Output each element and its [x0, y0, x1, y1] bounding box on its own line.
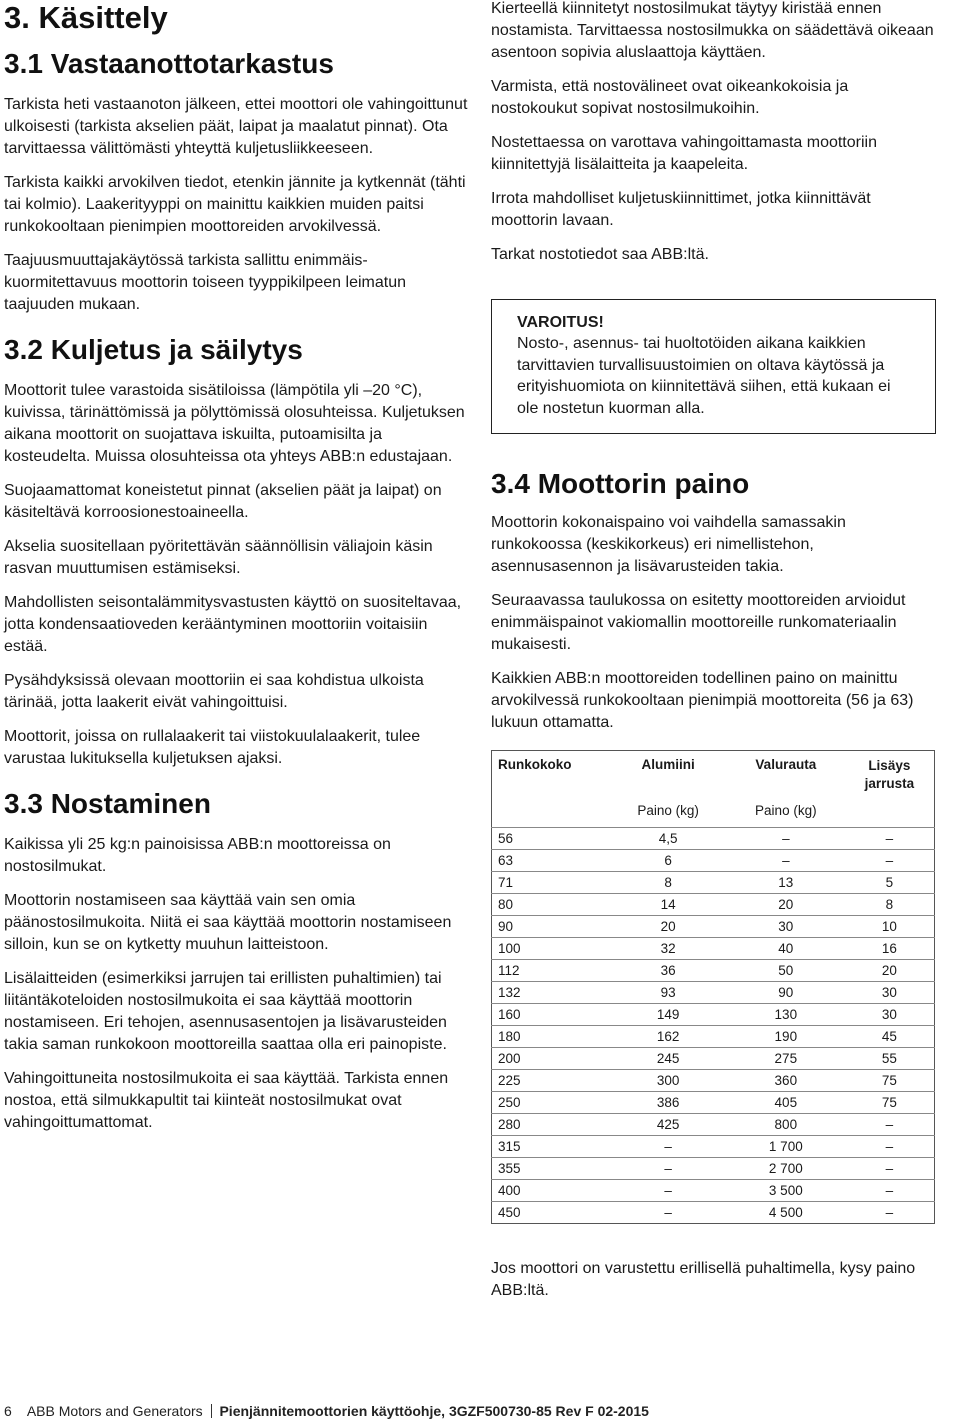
table-cell: 16	[845, 938, 935, 960]
table-row	[492, 1048, 935, 1070]
table-cell: –	[845, 1202, 935, 1224]
table-subheader: Paino (kg)	[637, 802, 699, 818]
table-cell: 225	[492, 1070, 610, 1092]
table-cell: 40	[727, 938, 845, 960]
weight-table	[491, 750, 935, 1224]
table-cell: 90	[492, 916, 610, 938]
table-cell: 8	[845, 894, 935, 916]
table-cell: –	[609, 1180, 727, 1202]
table-cell: 8	[609, 872, 727, 894]
table-cell: 90	[727, 982, 845, 1004]
table-cell: 112	[492, 960, 610, 982]
table-row	[492, 1070, 935, 1092]
paragraph: Moottorit, joissa on rullalaakerit tai viistokuulalaakerit, tulee varustaa lukituksella kuljetuksen ajaksi.	[4, 728, 421, 767]
table-cell: 5	[845, 872, 935, 894]
table-cell: 4,5	[609, 828, 727, 850]
paragraph: Moottorit tulee varastoida sisätiloissa (lämpötila yli –20 °C), kuivissa, tärinättömissä ja pölyttömissä olosuhteissa. Kuljetuksen aikana moottorit on suojattava iskuilta, putoamisilta ja kosteudelta. Muissa olosuhteissa ota yhteys ABB:n edustajaan.	[4, 382, 465, 465]
table-cell: 30	[845, 982, 935, 1004]
table-header: Lisäys jarrusta	[864, 758, 915, 791]
table-cell: 80	[492, 894, 610, 916]
table-cell: 71	[492, 872, 610, 894]
paragraph: Moottorin nostamiseen saa käyttää vain sen omia päänostosilmukoita. Niitä ei saa käyttää moottorin nostamiseen silloin, kun se on kytketty muuhun laitteistoon.	[4, 892, 452, 953]
table-cell: –	[845, 1180, 935, 1202]
table-cell: 160	[492, 1004, 610, 1026]
table-cell: 45	[845, 1026, 935, 1048]
table-cell: –	[845, 850, 935, 872]
table-cell: 400	[492, 1180, 610, 1202]
table-row	[492, 872, 935, 894]
table-cell: 14	[609, 894, 727, 916]
paragraph: Akselia suositellaan pyöritettävän säännöllisin väliajoin käsin rasvan muuttumisen estämiseksi.	[4, 538, 433, 577]
table-cell: 132	[492, 982, 610, 1004]
table-cell: 50	[727, 960, 845, 982]
table-cell: 315	[492, 1136, 610, 1158]
paragraph: Tarkista heti vastaanoton jälkeen, ettei moottori ole vahingoittunut ulkoisesti (tarkista akselien päät, laipat ja maalatut pinnat). Ota tarvittaessa välittömästi yhteyttä kuljetusliikkeeseen.	[4, 96, 468, 157]
table-row	[492, 938, 935, 960]
paragraph: Lisälaitteiden (esimerkiksi jarrujen tai erillisten puhaltimien) tai liitäntäkoteloiden nostosilmukoita ei saa käyttää moottorin nostamiseen. Eri tehojen, asennusasentojen ja lisävarusteiden takia saman runkokoon moottoreilla saattaa olla eri painopiste.	[4, 970, 447, 1053]
table-cell: 75	[845, 1070, 935, 1092]
footer-company: ABB Motors and Generators	[26, 1403, 203, 1419]
table-cell: 250	[492, 1092, 610, 1114]
table-cell: 200	[492, 1048, 610, 1070]
table-cell: 1 700	[727, 1136, 845, 1158]
table-cell: 190	[727, 1026, 845, 1048]
table-row	[492, 982, 935, 1004]
table-row	[492, 916, 935, 938]
table-row	[492, 1202, 935, 1224]
table-body	[492, 828, 935, 1224]
table-cell: 36	[609, 960, 727, 982]
table-cell: –	[845, 1114, 935, 1136]
table-cell: 450	[492, 1202, 610, 1224]
left-column	[4, 0, 468, 1134]
table-cell: 32	[609, 938, 727, 960]
table-cell: –	[609, 1202, 727, 1224]
table-cell: –	[727, 850, 845, 872]
paragraph: Suojaamattomat koneistetut pinnat (akselien päät ja laipat) on käsiteltävä korroosionestoaineella.	[4, 482, 442, 521]
table-cell: 4 500	[727, 1202, 845, 1224]
paragraph: Seuraavassa taulukossa on esitetty moottoreiden arvioidut enimmäispainot vakiomallin moottoreille runkomateriaalin mukaisesti.	[491, 592, 906, 653]
section-title-3-1: 3.1 Vastaanottotarkastus	[4, 48, 334, 79]
table-header: Runkokoko	[498, 757, 572, 772]
paragraph: Pysähdyksissä olevaan moottoriin ei saa kohdistua ulkoista tärinää, jotta laakerit eivät vahingoittuisi.	[4, 672, 424, 711]
table-cell: 55	[845, 1048, 935, 1070]
table-cell: 56	[492, 828, 610, 850]
table-cell: 6	[609, 850, 727, 872]
warning-text: Nosto-, asennus- tai huoltotöiden aikana kaikkien tarvittavien turvallisuustoimien on oltava käytössä ja erityishuomiota on kiinnitettävä siihen, että kukaan ei ole nostetun kuorman alla.	[517, 335, 891, 417]
table-cell: 280	[492, 1114, 610, 1136]
table-row	[492, 1026, 935, 1048]
table-cell: 30	[727, 916, 845, 938]
right-column	[491, 0, 936, 1302]
table-row	[492, 1114, 935, 1136]
table-cell: 20	[845, 960, 935, 982]
footer-doc-title: Pienjännitemoottorien käyttöohje, 3GZF500730-85 Rev F 02-2015	[219, 1403, 649, 1419]
paragraph: Varmista, että nostovälineet ovat oikeankokoisia ja nostokoukut sopivat nostosilmukoihin.	[491, 78, 849, 117]
table-row	[492, 1092, 935, 1114]
table-cell: 425	[609, 1114, 727, 1136]
table-cell: 20	[609, 916, 727, 938]
table-row	[492, 1180, 935, 1202]
paragraph: Kaikkien ABB:n moottoreiden todellinen paino on mainittu arvokilvessä runkokooltaan pienimpiä moottoreita (56 ja 63) lukuun ottamatta.	[491, 670, 914, 731]
table-subheader	[492, 793, 610, 828]
table-cell: 162	[609, 1026, 727, 1048]
table-cell: 149	[609, 1004, 727, 1026]
paragraph: Kierteellä kiinnitetyt nostosilmukat täytyy kiristää ennen nostamista. Tarvittaessa nostosilmukka on säädettävä oikeaan asentoon sopivia aluslaattoja käyttäen.	[491, 0, 934, 61]
table-row	[492, 828, 935, 850]
paragraph: Taajuusmuuttajakäytössä tarkista sallittu enimmäis-kuormitettavuus moottorin toiseen tyyppikilpeen leimatun taajuuden mukaan.	[4, 252, 406, 313]
table-row	[492, 894, 935, 916]
table-cell: 75	[845, 1092, 935, 1114]
table-cell: 13	[727, 872, 845, 894]
chapter-title: 3. Käsittely	[4, 0, 168, 35]
table-row	[492, 960, 935, 982]
table-header: Alumiini	[641, 757, 695, 772]
footer-separator	[211, 1404, 212, 1418]
table-cell: 30	[845, 1004, 935, 1026]
table-cell: 100	[492, 938, 610, 960]
table-cell: 10	[845, 916, 935, 938]
paragraph: Irrota mahdolliset kuljetuskiinnittimet, jotka kiinnittävät moottorin lavaan.	[491, 190, 871, 229]
paragraph: Tarkista kaikki arvokilven tiedot, etenkin jännite ja kytkennät (tähti tai kolmio). Laakerityyppi on mainittu kaikkien muiden paitsi runkokooltaan pienimpien moottoreiden arvokilvessä.	[4, 174, 466, 235]
table-cell: 130	[727, 1004, 845, 1026]
paragraph: Mahdollisten seisontalämmitysvastusten käyttö on suositeltavaa, jotta kondensaatioveden kerääntyminen moottoriin voitaisiin estää.	[4, 594, 462, 655]
page-footer	[4, 1403, 649, 1419]
table-cell: 20	[727, 894, 845, 916]
table-cell: 360	[727, 1070, 845, 1092]
section-title-3-4: 3.4 Moottorin paino	[491, 468, 750, 499]
section-title-3-2: 3.2 Kuljetus ja säilytys	[4, 334, 303, 365]
table-row	[492, 1136, 935, 1158]
table-cell: 63	[492, 850, 610, 872]
table-header: Valurauta	[755, 757, 817, 772]
table-cell: 245	[609, 1048, 727, 1070]
table-cell: 180	[492, 1026, 610, 1048]
table-row	[492, 850, 935, 872]
table-cell: –	[845, 828, 935, 850]
table-cell: 355	[492, 1158, 610, 1180]
warning-box	[491, 299, 936, 434]
table-cell: –	[609, 1158, 727, 1180]
warning-title: VAROITUS!	[517, 314, 604, 331]
table-cell: 386	[609, 1092, 727, 1114]
table-cell: 300	[609, 1070, 727, 1092]
table-cell: 275	[727, 1048, 845, 1070]
table-cell: 3 500	[727, 1180, 845, 1202]
table-cell: –	[845, 1158, 935, 1180]
table-cell: –	[727, 828, 845, 850]
table-cell: 800	[727, 1114, 845, 1136]
table-row	[492, 1004, 935, 1026]
table-subheader: Paino (kg)	[755, 802, 817, 818]
paragraph: Moottorin kokonaispaino voi vaihdella samassakin runkokoossa (keskikorkeus) eri nimellistehon, asennusasennon ja lisävarusteiden takia.	[491, 514, 846, 575]
table-row	[492, 1158, 935, 1180]
paragraph: Vahingoittuneita nostosilmukoita ei saa käyttää. Tarkista ennen nostoa, että silmukkapultit tai kiinteät nostosilmukat ovat vahingoittumattomat.	[4, 1070, 449, 1131]
table-cell: –	[845, 1136, 935, 1158]
paragraph: Nostettaessa on varottava vahingoittamasta moottoriin kiinnitettyjä lisälaitteita ja kaapeleita.	[491, 134, 877, 173]
section-title-3-3: 3.3 Nostaminen	[4, 788, 211, 819]
table-subheader	[845, 793, 935, 828]
table-cell: 2 700	[727, 1158, 845, 1180]
page-number: 6	[4, 1403, 12, 1419]
paragraph: Jos moottori on varustettu erillisellä puhaltimella, kysy paino ABB:ltä.	[491, 1260, 916, 1299]
paragraph: Tarkat nostotiedot saa ABB:ltä.	[491, 246, 709, 263]
paragraph: Kaikissa yli 25 kg:n painoisissa ABB:n moottoreissa on nostosilmukat.	[4, 836, 391, 875]
table-cell: –	[609, 1136, 727, 1158]
table-cell: 405	[727, 1092, 845, 1114]
table-cell: 93	[609, 982, 727, 1004]
